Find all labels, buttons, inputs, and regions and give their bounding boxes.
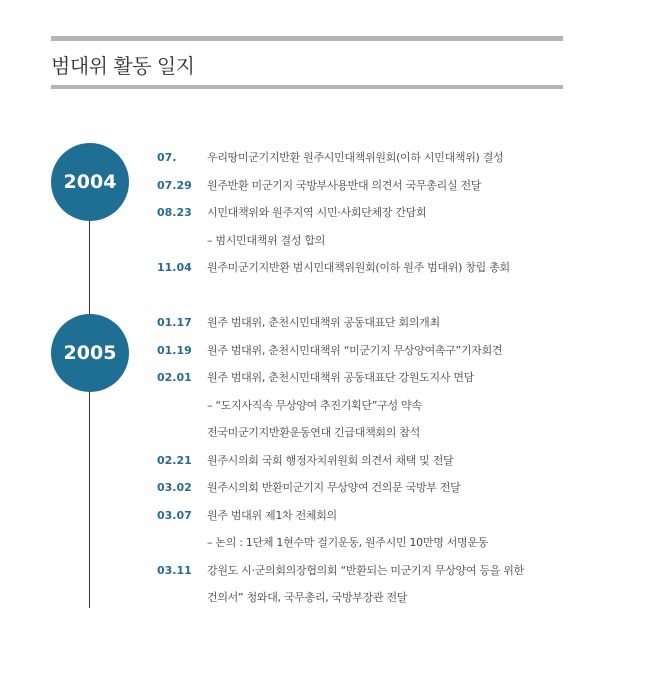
entry-text: 원주 범대위, 춘천시민대책위 “미군기지 무상양여촉구”기자회견 bbox=[207, 344, 503, 357]
entry-text: 원주 범대위 제1차 전체회의 bbox=[207, 509, 337, 522]
entry-text: 원주 범대위, 춘천시민대책위 공동대표단 회의개최 bbox=[207, 316, 440, 329]
entry-text: 원주시의회 반환미군기지 무상양여 건의문 국방부 전달 bbox=[207, 481, 461, 494]
entry-text: 원주반환 미군기지 국방부사용반대 의견서 국무총리실 전달 bbox=[207, 179, 482, 192]
entry-date: 08.23 bbox=[157, 206, 192, 219]
entry-text: 건의서” 청와대, 국무총리, 국방부장관 전달 bbox=[207, 591, 408, 604]
entry-date: 01.17 bbox=[157, 316, 192, 329]
section-title: 범대위 활동 일지 bbox=[51, 54, 195, 78]
entry-date: 07. bbox=[157, 151, 177, 164]
entry-date: 02.21 bbox=[157, 454, 192, 467]
entry-text: 원주시의회 국회 행정자치위원회 의견서 채택 및 전달 bbox=[207, 454, 454, 467]
title-top-rule bbox=[51, 36, 563, 41]
entry-date: 03.07 bbox=[157, 509, 192, 522]
entry-text: 원주미군기지반환 범시민대책위원회(이하 원주 범대위) 창립 총회 bbox=[207, 261, 510, 274]
entry-text: – 범시민대책위 결성 합의 bbox=[207, 234, 326, 247]
timeline-line bbox=[89, 190, 90, 608]
entry-date: 02.01 bbox=[157, 371, 192, 384]
entry-text: 전국미군기지반환운동연대 긴급대책회의 참석 bbox=[207, 426, 420, 439]
entry-date: 11.04 bbox=[157, 261, 192, 274]
year-badge-2005: 2005 bbox=[51, 314, 129, 392]
entry-text: 시민대책위와 원주지역 시민·사회단체장 간담회 bbox=[207, 206, 427, 219]
entry-date: 01.19 bbox=[157, 344, 192, 357]
entry-text: 우리땅미군기지반환 원주시민대책위원회(이하 시민대책위) 결성 bbox=[207, 151, 504, 164]
entry-text: 원주 범대위, 춘천시민대책위 공동대표단 강원도지사 면담 bbox=[207, 371, 475, 384]
entry-text: – 논의 : 1단체 1현수막 걸기운동, 원주시민 10만명 서명운동 bbox=[207, 536, 489, 549]
entry-text: – “도지사직속 무상양여 추진기획단”구성 약속 bbox=[207, 399, 422, 412]
title-bottom-rule bbox=[51, 85, 563, 89]
entry-text: 강원도 시·군의회의장협의회 “반환되는 미군기지 무상양여 등을 위한 bbox=[207, 564, 524, 577]
entry-date: 03.02 bbox=[157, 481, 192, 494]
year-badge-2004: 2004 bbox=[51, 143, 129, 221]
entry-date: 07.29 bbox=[157, 179, 192, 192]
entry-date: 03.11 bbox=[157, 564, 192, 577]
